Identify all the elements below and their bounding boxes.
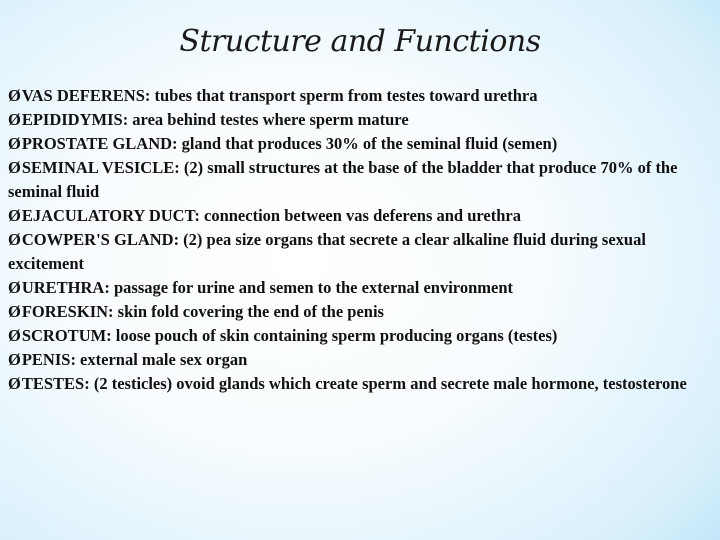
arrow-bullet-icon: Ø bbox=[8, 110, 21, 129]
arrow-bullet-icon: Ø bbox=[8, 86, 21, 105]
arrow-bullet-icon: Ø bbox=[8, 134, 21, 153]
list-item-text: URETHRA: passage for urine and semen to the external environment bbox=[21, 278, 514, 297]
list-item bbox=[8, 204, 714, 228]
list-item bbox=[8, 324, 714, 348]
list-item-text: EJACULATORY DUCT: connection between vas deferens and urethra bbox=[21, 206, 521, 225]
arrow-bullet-icon: Ø bbox=[8, 302, 21, 321]
list-item-text: SCROTUM: loose pouch of skin containing sperm producing organs (testes) bbox=[21, 326, 558, 345]
list-item bbox=[8, 348, 714, 372]
list-item-text: VAS DEFERENS: tubes that transport sperm from testes toward urethra bbox=[21, 86, 538, 105]
list-item-text: COWPER'S GLAND: (2) pea size organs that secrete a clear alkaline fluid during sexual excitement bbox=[8, 230, 646, 273]
arrow-bullet-icon: Ø bbox=[8, 278, 21, 297]
arrow-bullet-icon: Ø bbox=[8, 158, 21, 177]
list-item bbox=[8, 132, 714, 156]
list-item bbox=[8, 372, 714, 396]
arrow-bullet-icon: Ø bbox=[8, 350, 21, 369]
list-item-text: PROSTATE GLAND: gland that produces 30% of the seminal fluid (semen) bbox=[21, 134, 558, 153]
list-item-text: TESTES: (2 testicles) ovoid glands which create sperm and secrete male hormone, testosterone bbox=[21, 374, 687, 393]
list-item bbox=[8, 276, 714, 300]
slide-title: Structure and Functions bbox=[179, 24, 541, 59]
arrow-bullet-icon: Ø bbox=[8, 206, 21, 225]
list-item bbox=[8, 300, 714, 324]
list-item bbox=[8, 228, 714, 276]
arrow-bullet-icon: Ø bbox=[8, 326, 21, 345]
list-item bbox=[8, 156, 714, 204]
list-item-text: FORESKIN: skin fold covering the end of the penis bbox=[21, 302, 384, 321]
list-item bbox=[8, 108, 714, 132]
arrow-bullet-icon: Ø bbox=[8, 230, 21, 249]
list-item-text: SEMINAL VESICLE: (2) small structures at the base of the bladder that produce 70% of the seminal fluid bbox=[8, 158, 678, 201]
definition-list bbox=[8, 84, 714, 396]
arrow-bullet-icon: Ø bbox=[8, 374, 21, 393]
list-item-text: EPIDIDYMIS: area behind testes where sperm mature bbox=[21, 110, 409, 129]
list-item bbox=[8, 84, 714, 108]
list-item-text: PENIS: external male sex organ bbox=[21, 350, 248, 369]
